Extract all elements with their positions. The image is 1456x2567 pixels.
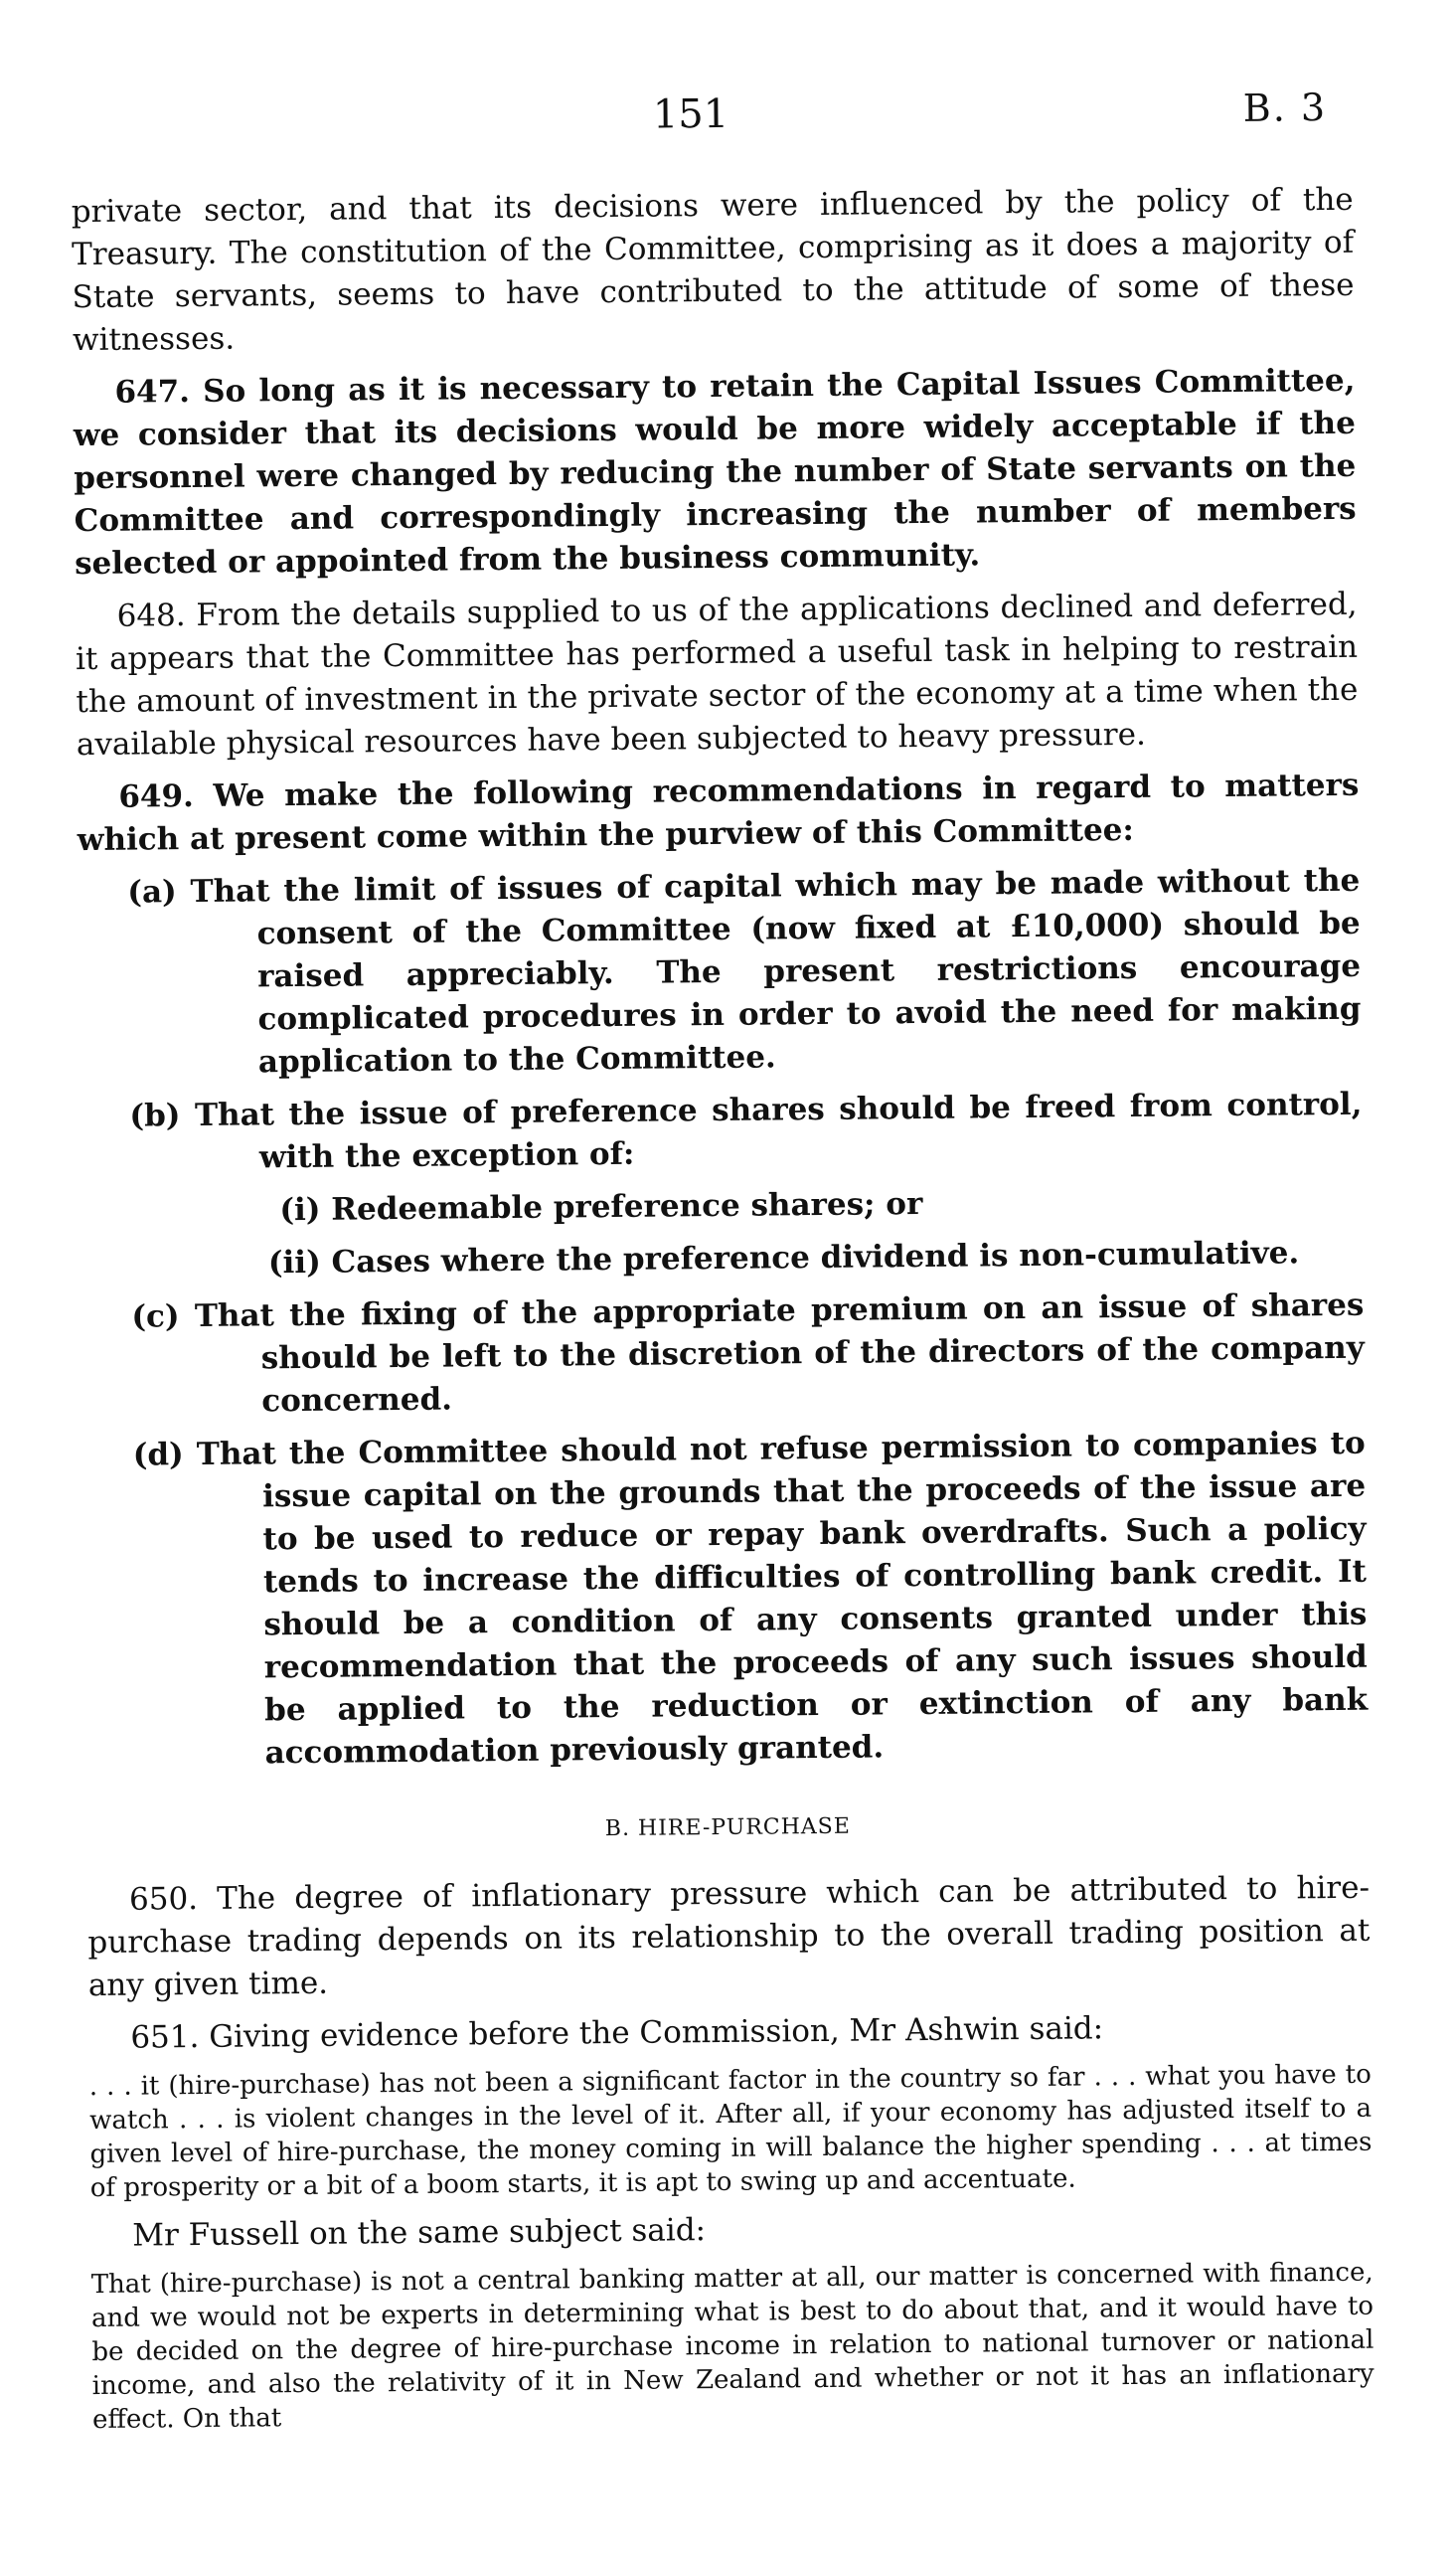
bold-section [73, 360, 1357, 586]
paragraph-649: 649. We make the following recommendations in regard to matters which at present come within the purview of this Committee: [77, 767, 1360, 859]
document-body [72, 179, 1375, 2447]
recommendation-d: (d) That the Committee should not refuse permission to companies to issue capital on the grounds that the proceeds of the issue are to be used to reduce or repay bank overdrafts. Such a policy tends to increase the difficulties of controlling bank credit. It should be a condition of any consents granted under this recommendation that the proceeds of any such issues should be applied to the reduction or extinction of any bank accommodation previously granted. [132, 1425, 1369, 1772]
fussell-intro: Mr Fussell on the same subject said: [132, 2212, 707, 2254]
paragraph-651: 651. Giving evidence before the Commission, Mr Ashwin said: [130, 2010, 1104, 2056]
paragraph-647: 647. So long as it is necessary to retain the Capital Issues Committee, we consider that its decisions would be more widely acceptable if the personnel were changed by reducing the number of State servants on the Committee and correspondingly increasing the number of members selected or appointed from the business community. [73, 362, 1357, 583]
recommendation-b-ii: (ii) Cases where the preference dividend is non-cumulative. [267, 1235, 1300, 1282]
document-reference: B. 3 [1242, 86, 1328, 130]
section-heading: B. HIRE-PURCHASE [604, 1813, 852, 1842]
recommendation-a: (a) That the limit of issues of capital which may be made without the consent of the Committee (now fixed at £10,000) should be raised appreciably. The present restrictions encourage complicated procedures in order to avoid the need for making application to the Committee. [127, 862, 1362, 1081]
quote-fussell: That (hire-purchase) is not a central banking matter at all, our matter is concerned with finance, and we would not be experts in determining what is best to do about that, and it would have to be decided on the degree of hire-purchase income in relation to national turnover or national income, and also the relativity of it in New Zealand and whether or not it has an inflationary effect. On that [90, 2257, 1375, 2436]
recommendations-block [77, 765, 1369, 1777]
paragraph-648: 648. From the details supplied to us of the applications declined and deferred, it appears that the Committee has performed a useful task in helping to restrain the amount of investment in the private sector of the economy at a time when the available physical resources have been subjected to heavy pressure. [75, 586, 1359, 764]
recommendation-b-i: (i) Redeemable preference shares; or [279, 1185, 923, 1229]
page-number: 151 [652, 90, 729, 138]
page-header [0, 85, 1445, 158]
paragraph-650: 650. The degree of inflationary pressure which can be attributed to hire-purchase trading depends on its relationship to the overall trading position at any given time. [87, 1869, 1371, 2004]
recommendation-b: (b) That the issue of preference shares should be freed from control, with the exception of: [129, 1086, 1363, 1176]
quote-ashwin: . . . it (hire-purchase) has not been a significant factor in the country so far . . . what you have to watch . . . is violent changes in the level of it. After all, if your economy has adjusted itself to a given level of hire-purchase, the money coming in will balance the higher spending . . . at times of prosperity or a bit of a boom starts, it is apt to swing up and accentuate. [88, 2059, 1373, 2204]
recommendation-c: (c) That the fixing of the appropriate premium on an issue of shares should be left to the discretion of the directors of the company concerned. [131, 1286, 1365, 1420]
paragraph-continuation: private sector, and that its decisions were influenced by the policy of the Treasury. The constitution of the Committee, comprising as it does a majority of State servants, seems to have contributed to the attitude of some of these witnesses. [71, 181, 1355, 359]
